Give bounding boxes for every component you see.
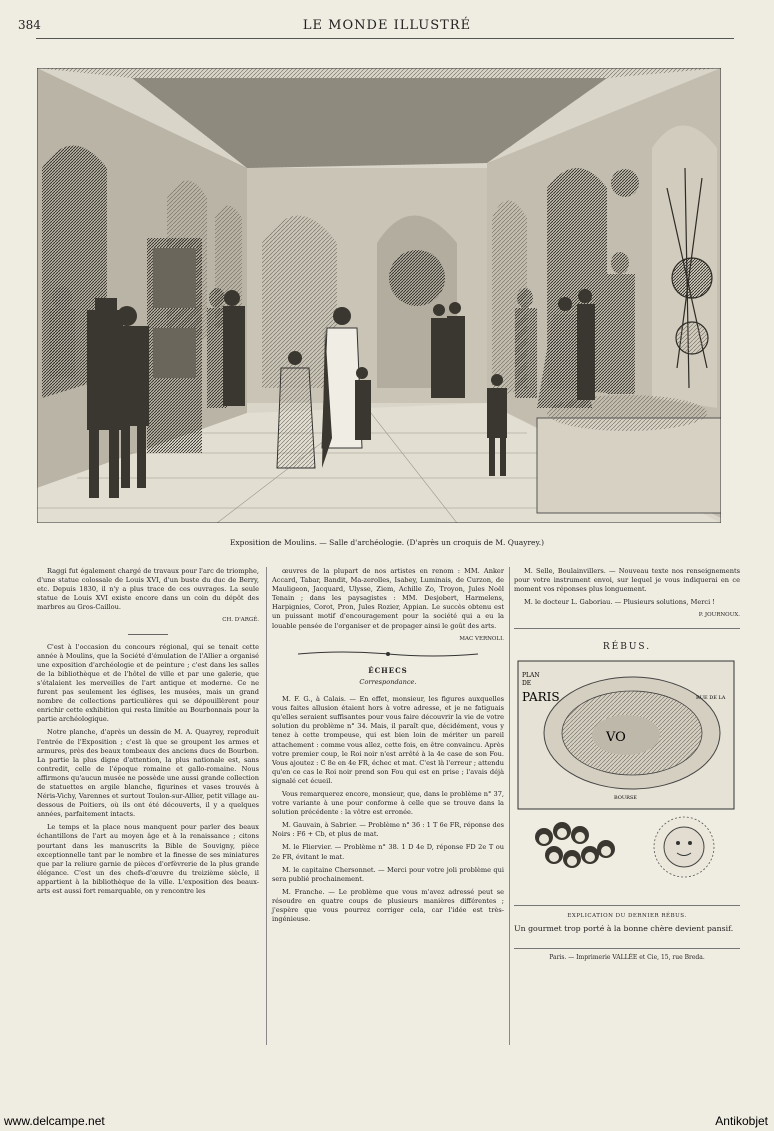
watermark-right[interactable]: Antikobjet (715, 1114, 768, 1128)
chess-paragraph: M. le Fliervier. — Problème n° 38. 1 D 4e D, réponse FD 2e T ou 2e FR, évitant le mat. (272, 843, 504, 861)
sun-icon (654, 817, 714, 877)
engraving-illustration (37, 68, 721, 523)
rebus-de-text: DE (522, 679, 532, 687)
column-2 (272, 567, 504, 928)
column-separator (509, 567, 510, 1045)
rebus-number-text: VO (606, 729, 626, 745)
article-paragraph: Raggi fut également chargé de travaux pour l'arc de triomphe, d'une statue colossale de Louis XVI, d'un buste du duc de Berry, etc. Depuis 1830, il n'y a plus trace de ces ouvrages. La seule statue de Louis XVI existe encore dans un coin du dépôt des marbres au Gros-Caillou. (37, 567, 259, 612)
rebus-title: RÉBUS. (602, 642, 652, 653)
journal-title: LE MONDE ILLUSTRÉ (302, 18, 472, 33)
chess-paragraph: M. le docteur L. Gaboriau. — Plusieurs solutions, Merci ! (524, 598, 715, 607)
author-signature: CH. D'ARGÉ. (222, 617, 259, 624)
watermark-bar (0, 1113, 774, 1131)
chess-subheading: Correspondance. (359, 677, 417, 686)
rebus-plan-text: PLAN (522, 671, 540, 679)
article-paragraph: C'est à l'occasion du concours régional, qui se tenait cette année à Moulins, que la Société d'émulation de l'Allier a organisé une exposition d'archéologie et de peinture ; c'est dans les salles de la bibliothèque et de l'hôtel de ville et par une galerie, que s'étalaient les merveilles de l'art antique et moderne. Ce ne furent pas seulement les églises, les musées, mais un grand nombre de collections particulières qui se dépouillèrent pour enrichir cette exhibition qui resta limitée au Bourbonnais pour la partie archéologique. (37, 642, 259, 724)
rebus-street2-text: BOURSE (614, 794, 637, 801)
explanation-text: Un gourmet trop porté à la bonne chère devient pansif. (514, 923, 734, 933)
article-paragraph: œuvres de la plupart de nos artistes en renom : MM. Anker Accard, Tabar, Bandit, Ma-zerolles, Isabey, Luminais, de Curzon, de Mauligeon, Jacquard, Ulysse, Ziem, Achille Zo, Troyon, Jules Noël Tenain ; dans les paysagistes : MM. Desjobert, Harmelens, Harpignies, Corot, Pron, Jules Rozier, Appian. Le succès obtenu est un puissant motif d'encouragement pour la société qui a eu la louable pensée de l'organiser et de propager ainsi le goût des arts. (272, 567, 504, 630)
watermark-left[interactable]: www.delcampe.net (4, 1114, 105, 1128)
chess-paragraph: M. le capitaine Chersonnet. — Merci pour votre joli problème qui sera publié prochainement. (272, 865, 504, 883)
column-3 (514, 567, 740, 962)
rebus-illustration (514, 659, 740, 903)
header-rule (36, 38, 734, 39)
rebus-street1-text: RUE DE LA (696, 694, 726, 701)
section-divider (514, 628, 740, 629)
rebus-paris-text: PARIS (522, 689, 560, 704)
author-signature: P. JOURNOUX. (698, 612, 740, 619)
ornament-divider (272, 650, 504, 660)
page-header (18, 18, 756, 40)
chess-paragraph: Vous remarquerez encore, monsieur, que, dans le problème n° 37, votre variante à une pour conforme à celle que se trouve dans la solution précédente : la vôtre est erronée. (272, 789, 504, 817)
article-paragraph: Notre planche, d'après un dessin de M. A. Quayrey, reproduit l'entrée de l'Exposition ; c'est là que se groupent les armes et armures, près des beaux tombeaux des anciens ducs de Bourbon. La partie la plus digne d'attention, la plus nationale est, sans contredit, celle de l'époque romaine et gallo-romaine. Nous affirmons qu'aucun musée ne possède une aussi grande collection de statuettes en argile blanche, figurines et vases trouvés à Néris-Vichy, Varennes et surtout Toulon-sur-Allier, petit village au-dessous de Poitiers, où ils ont été découverts, il y a quelques années, parfaitement intacts. (37, 728, 259, 819)
chess-paragraph: M. Gauvain, à Sabrier. — Problème n° 36 : 1 T 6e FR, réponse des Noirs : F6 + Cb, et plus de mat. (272, 821, 504, 839)
illustration-caption: Exposition de Moulins. — Salle d'archéologie. (D'après un croquis de M. Quayrey.) (229, 538, 545, 547)
printer-imprint: Paris. — Imprimerie VALLÉE et Cie, 15, rue Breda. (514, 948, 740, 962)
explanation-title: EXPLICATION DU DERNIER RÉBUS. (567, 912, 687, 919)
article-paragraph: Le temps et la place nous manquent pour parler des beaux échantillons de l'art au moyen âge et à la renaissance ; citons pourtant dans les manuscrits la Bible de Souvigny, pièce exceptionnelle tant par le nombre et la finesse de ses miniatures que par la reliure garnie de pièces d'orfèvrerie de la plus grande élégance. C'est un des chefs-d'œuvre du treizième siècle, il appartient à la bibliothèque de la ville. L'exposition des beaux-arts est aussi fort remarquable, on y rencontre les (37, 823, 259, 895)
chess-heading: ÉCHECS (368, 665, 408, 675)
page-number: 384 (18, 18, 41, 32)
chess-paragraph: M. Selle, Boulainvillers. — Nouveau texte nos renseignements pour votre instrument envoi, sur lequel je vous indiquerai en ce moment vos réponses plus longuement. (514, 567, 740, 594)
section-divider (514, 905, 740, 906)
chess-paragraph: M. F. G., à Calais. — En effet, monsieur, les figures auxquelles vous faites allusion étaient hors à votre adresse, et je ne fatiguais qu'elles seraient suffisantes pour vous faire découvrir la vie de votre solution du problème n° 34. Mais, il paraît que, décidément, vous y tenez à cette trompeuse, qui est bien loin de mériter un pareil attachement : comme vous allez, cette fois, en être convaincu. Après votre premier coup, le Roi noir n'est arrêté à la 4e case de son Fou. Vous ajoutez : C 8e en 4e FR, échec et mat. C'est là l'erreur ; attendu qu'en ce cas le Roi noir prend son Fou qui est en prise ; l'avais déjà signalé cet écueil. (272, 695, 504, 785)
column-1 (37, 567, 259, 900)
author-signature: MAC VERNOLI. (459, 635, 504, 642)
chess-paragraph: M. Franche. — Le problème que vous m'avez adressé peut se résoudre en quatre coups de plusieurs manières différentes ; j'espère que vous pourrez corriger cela, car l'idée est très-ingénieuse. (272, 887, 504, 924)
column-separator (266, 567, 267, 1045)
section-divider (128, 634, 168, 635)
